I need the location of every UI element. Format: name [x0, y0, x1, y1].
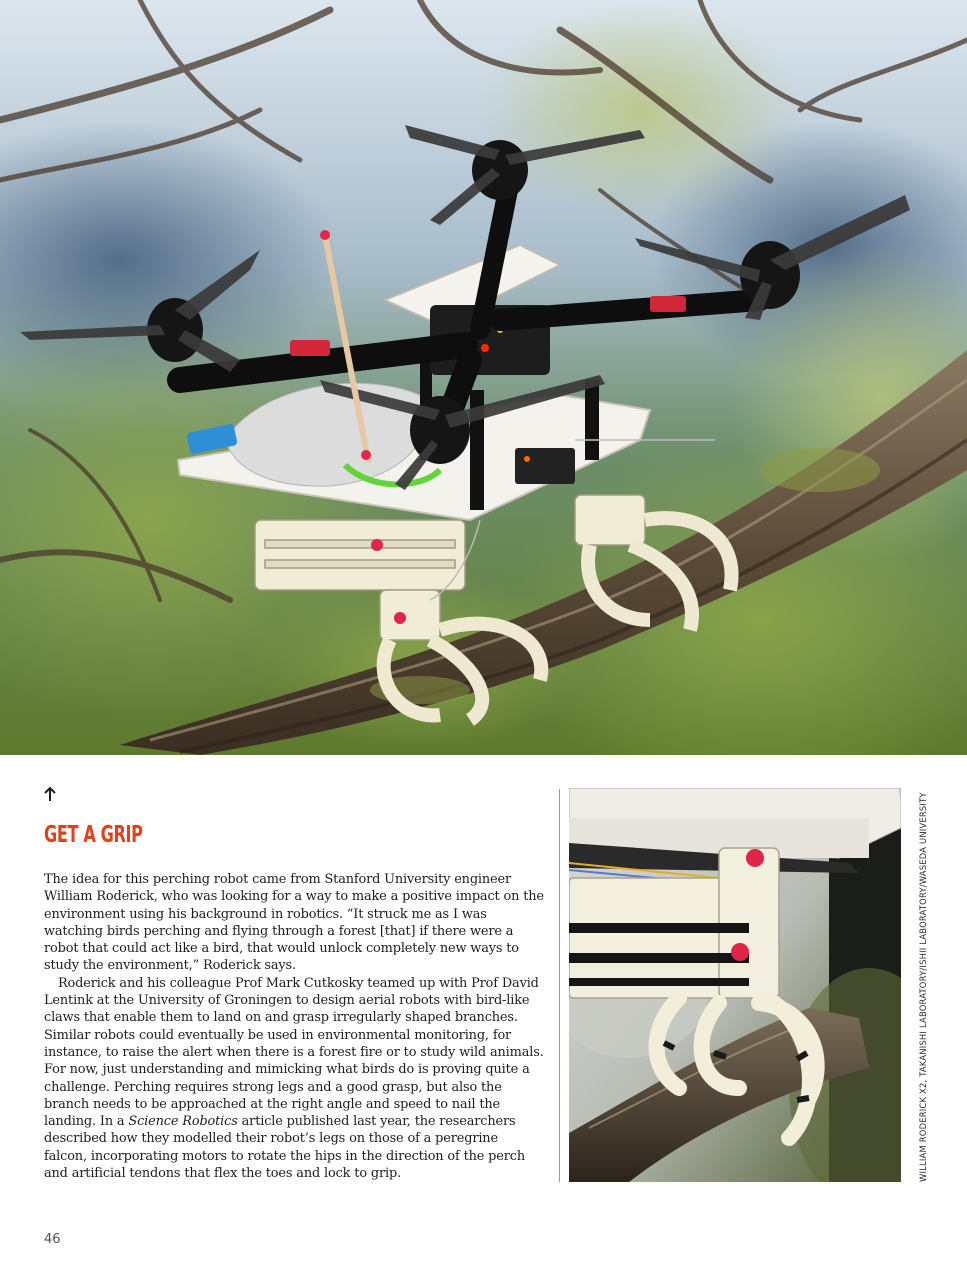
inset-photo: [569, 788, 901, 1182]
paragraph-1: The idea for this perching robot came from Stanford University engineer William Roderick, who was looking for a way to make a positive impact on the environment using his background in robotics. “It struck me as I was watching birds perching and flying through a forest [that] if there were a robot that could act like a bird, that would unlock completely new ways to study the environment,” Roderick says.: [44, 872, 544, 974]
page-number: 46: [44, 1232, 61, 1247]
paragraph-2-end: article published last year, the researchers described how they modelled their robot’s legs on those of a peregrine falcon, incorporating motors to rotate the hips in the direction of the perch and artificial tendons that flex the toes and lock to grip.: [44, 1114, 526, 1182]
column-divider: [559, 789, 560, 1182]
journal-title: Science Robotics: [128, 1114, 238, 1130]
paragraph-2: [44, 975, 544, 1183]
headline: GET A GRIP: [44, 822, 143, 848]
photo-credit: WILLIAM RODERICK X2, TAKANISHI LABORATORY/ISHII LABORATORY/WASEDA UNIVERSITY: [918, 792, 928, 1182]
up-arrow-icon: [43, 785, 57, 803]
paragraph-2-text: Roderick and his colleague Prof Mark Cutkosky teamed up with Prof David Lentink at the University of Groningen to design aerial robots with bird-like claws that enable them to land on and grasp irregularly shaped branches. Similar robots could eventually be used in environmental monitoring, for instance, to raise the alert when there is a forest fire or to study wild animals. For now, just understanding and mimicking what birds do is proving quite a challenge. Perching requires strong legs and a good grasp, but also the branch needs to be approached at the right angle and speed to nail the landing. In a: [44, 975, 544, 1130]
article-body: [44, 871, 544, 1182]
